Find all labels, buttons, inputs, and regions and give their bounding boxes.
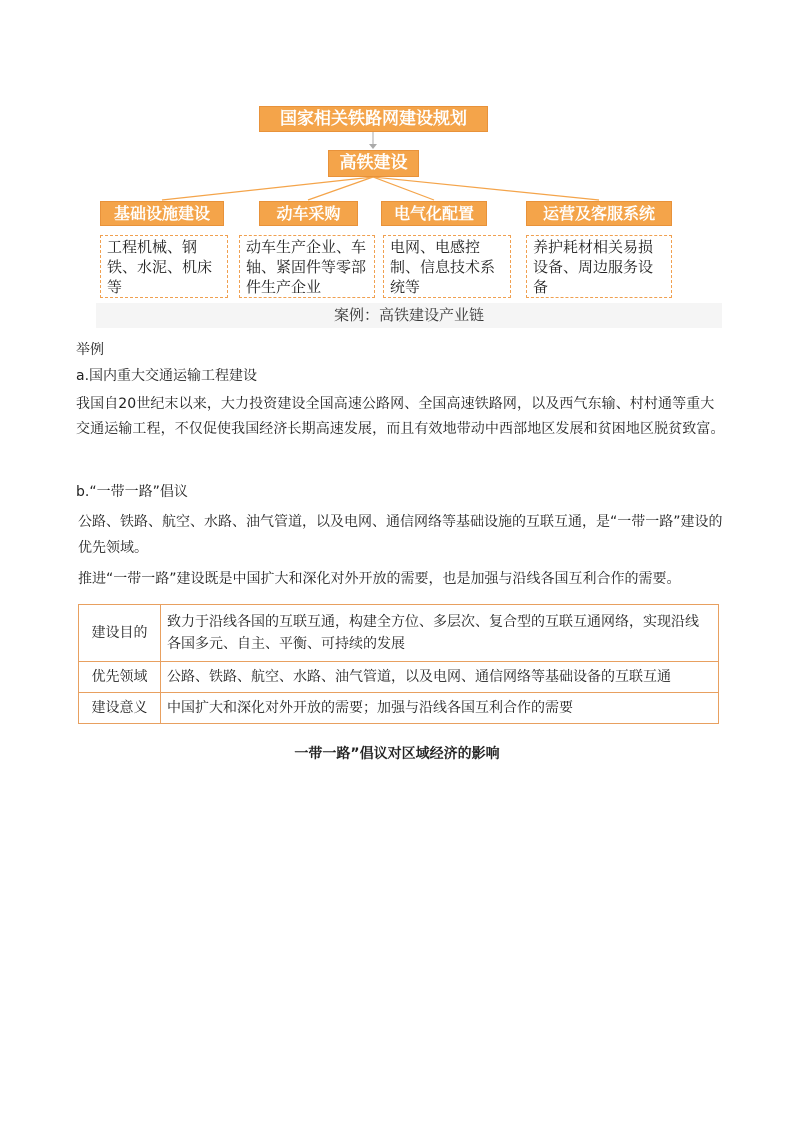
section-a-heading: a.国内重大交通运输工程建设 — [76, 368, 258, 384]
section-b-heading: b.“一带一路”倡议 — [76, 484, 188, 500]
table-value-cell: 公路、铁路、航空、水路、油气管道，以及电网、通信网络等基础设备的互联互通 — [161, 662, 719, 693]
table-row — [79, 662, 719, 693]
section-b-body-1: 公路、铁路、航空、水路、油气管道，以及电网、通信网络等基础设施的互联互通，是“一带一路”建设的优先领域。 — [78, 514, 723, 556]
detail-operation-service: 养护耗材相关易损设备、周边服务设备 — [526, 235, 672, 298]
category-emu-purchase: 动车采购 — [259, 201, 358, 226]
section-a-body: 我国自20世纪末以来，大力投资建设全国高速公路网、全国高速铁路网，以及西气东输、村村通等重大交通运输工程，不仅促使我国经济长期高速发展，而且有效地带动中西部地区发展和贫困地区脱贫致富。 — [76, 396, 725, 437]
section-b-body-2: 推进“一带一路”建设既是中国扩大和深化对外开放的需要，也是加强与沿线各国互利合作的需要。 — [78, 571, 681, 587]
diagram-root-box: 国家相关铁路网建设规划 — [259, 106, 488, 132]
category-electrification: 电气化配置 — [381, 201, 487, 226]
table-key-cell: 建设意义 — [79, 693, 161, 724]
detail-infrastructure: 工程机械、钢铁、水泥、机床等 — [100, 235, 228, 298]
table-row — [79, 693, 719, 724]
example-label: 举例 — [76, 342, 104, 358]
table-key-cell: 优先领域 — [79, 662, 161, 693]
table-key-cell: 建设目的 — [79, 605, 161, 662]
table-value-cell: 中国扩大和深化对外开放的需要；加强与沿线各国互利合作的需要 — [161, 693, 719, 724]
category-infrastructure: 基础设施建设 — [100, 201, 224, 226]
detail-electrification: 电网、电感控制、信息技术系统等 — [383, 235, 511, 298]
diagram-center-box: 高铁建设 — [328, 150, 419, 177]
diagram-caption: 案例：高铁建设产业链 — [96, 303, 722, 328]
table-title: 一带一路”倡议对区域经济的影响 — [294, 746, 500, 762]
detail-emu-purchase: 动车生产企业、车轴、紧固件等零部件生产企业 — [239, 235, 375, 298]
industry-chain-diagram — [96, 98, 722, 330]
table-value-cell: 致力于沿线各国的互联互通，构建全方位、多层次、复合型的互联互通网络，实现沿线各国多元、自主、平衡、可持续的发展 — [161, 605, 719, 662]
belt-road-table — [78, 604, 719, 724]
category-operation-service: 运营及客服系统 — [526, 201, 672, 226]
table-row — [79, 605, 719, 662]
